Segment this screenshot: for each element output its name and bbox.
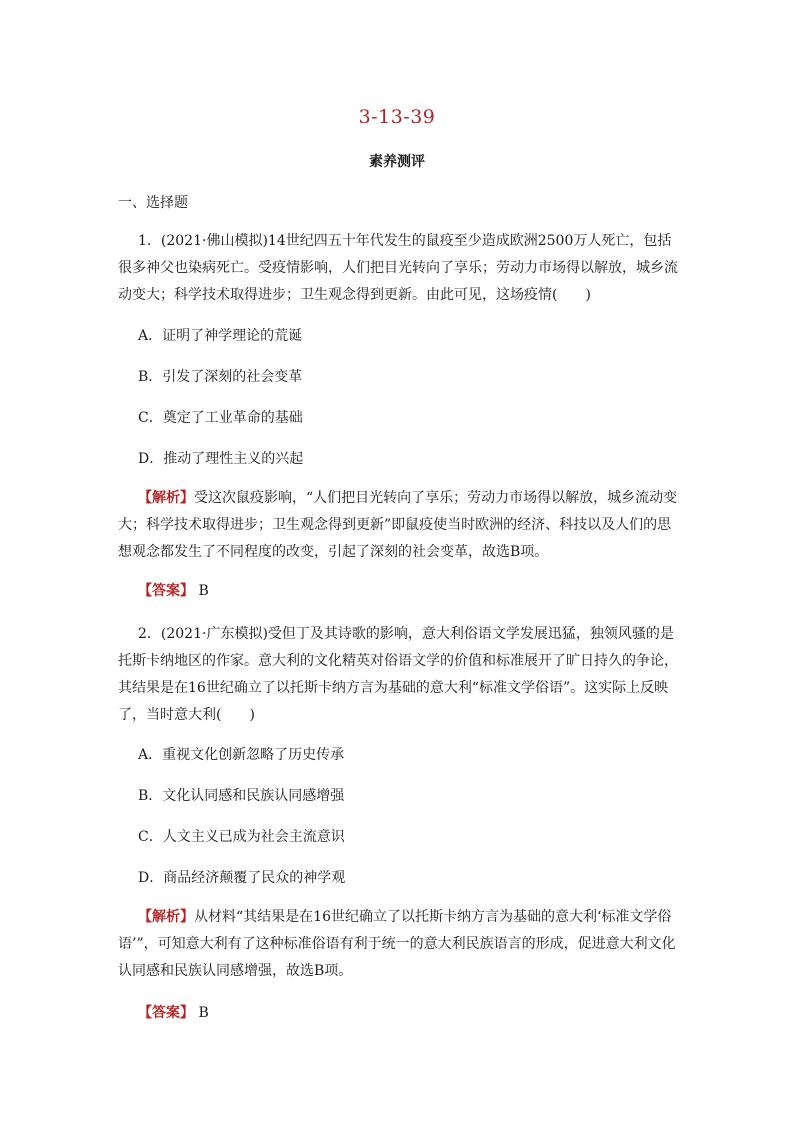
answer-value: B [198,583,209,599]
analysis-label: 【解析】 [138,490,194,506]
question-1-option-b: B．引发了深刻的社会变革 [138,369,303,385]
question-1-option-d: D．推动了理性主义的兴起 [138,451,304,467]
question-1-option-a: A．证明了神学理论的荒诞 [138,328,303,344]
question-1-option-c: C．奠定了工业革命的基础 [138,410,303,426]
question-2-option-b: B．文化认同感和民族认同感增强 [138,788,345,804]
question-1-answer [118,578,678,605]
answer-label: 【答案】 [138,1005,194,1021]
question-1-analysis [118,485,678,566]
question-2-analysis [118,904,678,985]
question-2-answer [118,1000,678,1027]
analysis-text: 受这次鼠疫影响，“人们把目光转向了享乐；劳动力市场得以解放，城乡流动变大；科学技术取得进步；卫生观念得到更新”即鼠疫使当时欧洲的经济、科技以及人们的思想观念都发生了不同程度的改变，引起了深刻的社会变革，故选B项。 [118,490,678,560]
question-1-stem: 1．(2021·佛山模拟)14世纪四五十年代发生的鼠疫至少造成欧洲2500万人死亡，包括很多神父也染病死亡。受疫情影响，人们把目光转向了享乐；劳动力市场得以解放，城乡流动变大；科学技术取得进步；卫生观念得到更新。由此可见，这场疫情( ) [118,233,678,303]
part-heading: 一、选择题 [118,195,188,211]
answer-value: B [198,1005,209,1021]
analysis-label: 【解析】 [138,909,194,925]
analysis-text: 从材料“其结果是在16世纪确立了以托斯卡纳方言为基础的意大利‘标准文学俗语’”，可知意大利有了这种标准俗语有利于统一的意大利民族语言的形成，促进意大利文化认同感和民族认同感增强，故选B项。 [118,909,676,979]
question-2-option-d: D．商品经济颠覆了民众的神学观 [138,870,346,886]
answer-label: 【答案】 [138,583,194,599]
question-2-stem: 2．(2021·广东模拟)受但丁及其诗歌的影响，意大利俗语文学发展迅猛，独领风骚的是托斯卡纳地区的作家。意大利的文化精英对俗语文学的价值和标准展开了旷日持久的争论，其结果是在16世纪确立了以托斯卡纳方言为基础的意大利“标准文学俗语”。这实际上反映了，当时意大利( ) [118,626,678,723]
question-2-option-c: C．人文主义已成为社会主流意识 [138,829,345,845]
question-2-option-a: A．重视文化创新忽略了历史传承 [138,747,345,763]
document-code: 3-13-39 [358,106,436,128]
section-title: 素养测评 [369,154,425,170]
